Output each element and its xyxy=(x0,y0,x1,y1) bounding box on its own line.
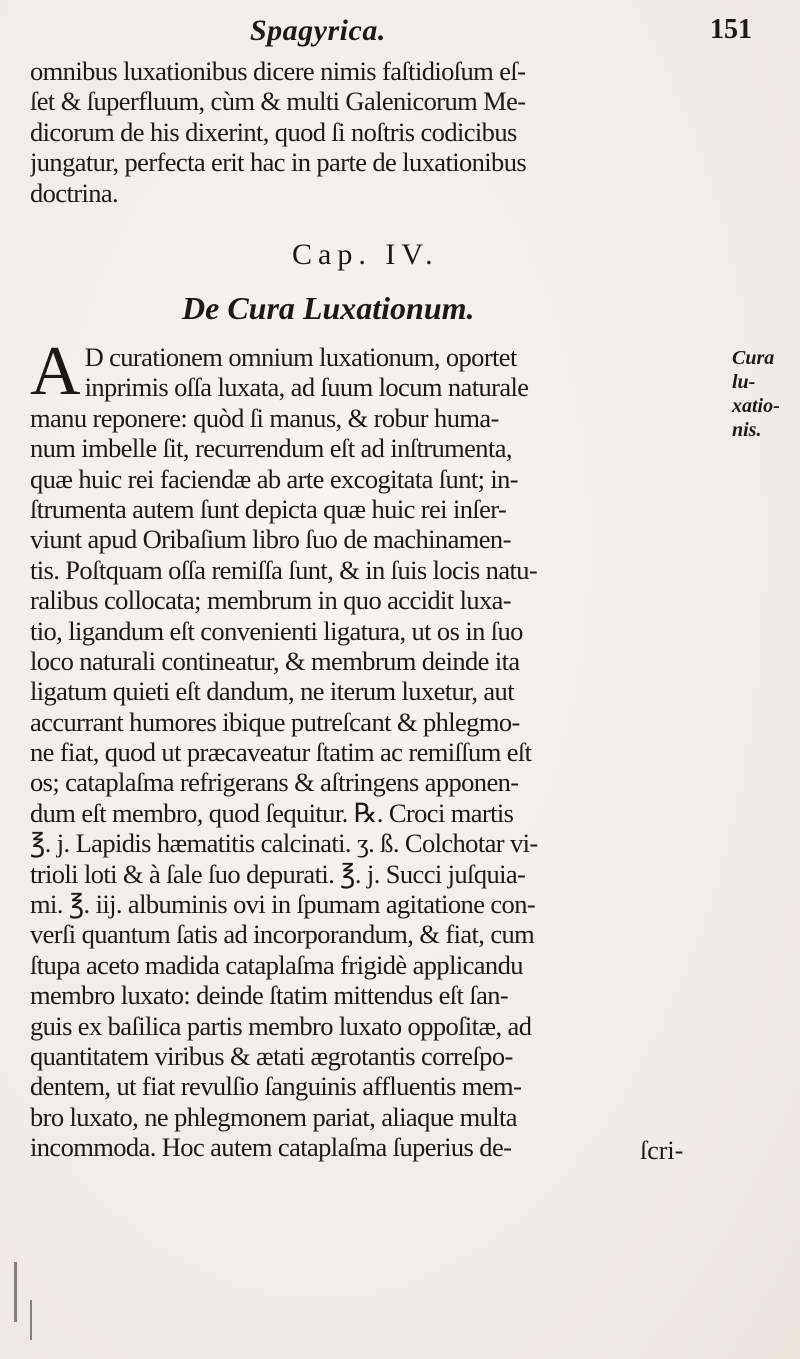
margin-note-line: xatio- xyxy=(732,395,780,417)
text-line: bro luxato, ne phlegmonem pariat, aliaque multa xyxy=(30,1101,517,1132)
scan-artifact xyxy=(14,1262,17,1322)
page-header xyxy=(60,8,760,48)
scan-artifact xyxy=(30,1300,32,1340)
text-line: tio, ligandum eſt convenienti ligatura, ut os in ſuo xyxy=(30,615,523,646)
text-line: ſtupa aceto madida cataplaſma frigidè applicandu xyxy=(30,949,523,980)
text-line: D curationem omnium luxationum, oportet xyxy=(84,342,517,372)
chapter-number: Cap. IV. xyxy=(292,238,439,271)
text-line: ligatum quieti eſt dandum, ne iterum luxetur, aut xyxy=(30,676,514,707)
text-line: ſet & ſuperfluum, cùm & multi Galenicorum Me- xyxy=(30,86,526,117)
text-line: doctrina. xyxy=(30,177,119,208)
page-number: 151 xyxy=(710,14,752,45)
running-head: Spagyrica. xyxy=(250,14,386,47)
text-line: ſtrumenta autem ſunt depicta quæ huic rei inſer- xyxy=(30,493,507,524)
margin-note-line: Cura lu- xyxy=(732,347,775,393)
text-line: membro luxato: deinde ſtatim mittendus eſt ſan- xyxy=(30,980,509,1011)
margin-note-line: nis. xyxy=(732,419,762,441)
text-line: dicorum de his dixerint, quod ſi noſtris codicibus xyxy=(30,116,517,147)
text-line: quantitatem viribus & ætati ægrotantis correſpo- xyxy=(30,1040,513,1071)
text-line: trioli loti & à ſale ſuo depurati. ℥. j. Succi juſquia- xyxy=(30,858,526,889)
text-line: dentem, ut fiat revulſio ſanguinis affluentis mem- xyxy=(30,1071,522,1102)
text-line: ℥. j. Lapidis hæmatitis calcinati. ʒ. ß. Colchotar vi- xyxy=(30,828,538,859)
text-line: quæ huic rei faciendæ ab arte excogitata ſunt; in- xyxy=(30,463,519,494)
text-line: accurrant humores ibique putreſcant & phlegmo- xyxy=(30,706,520,737)
text-line: ralibus collocata; membrum in quo accidit luxa- xyxy=(30,585,512,616)
chapter-title: De Cura Luxationum. xyxy=(182,290,475,326)
text-line: loco naturali contineatur, & membrum deinde ita xyxy=(30,645,520,676)
text-line: mi. ℥. iij. albuminis ovi in ſpumam agitatione con- xyxy=(30,889,536,920)
text-line: ne fiat, quod ut præcaveatur ſtatim ac remiſſum eſt xyxy=(30,737,532,768)
text-line: dum eſt membro, quod ſequitur. ℞. Croci martis xyxy=(30,797,514,828)
text-line: verſi quantum ſatis ad incorporandum, & fiat, cum xyxy=(30,919,535,950)
text-line: guis ex baſilica partis membro luxato oppoſitæ, ad xyxy=(30,1010,532,1041)
main-paragraph xyxy=(30,333,720,1163)
margin-note xyxy=(732,346,800,442)
text-line: omnibus luxationibus dicere nimis faſtidioſum eſ- xyxy=(30,56,526,86)
text-line: viunt apud Oribaſium libro ſuo de machinamen- xyxy=(30,524,511,555)
text-line: manu reponere: quòd ſi manus, & robur huma- xyxy=(30,402,499,433)
text-line: incommoda. Hoc autem cataplaſma ſuperius de- xyxy=(30,1132,512,1163)
text-line: jungatur, perfecta erit hac in parte de luxationibus xyxy=(30,147,527,178)
opening-paragraph xyxy=(30,56,720,208)
text-line: tis. Poſtquam oſſa remiſſa ſunt, & in ſuis locis natu- xyxy=(30,554,538,585)
text-line: num imbelle ſit, recurrendum eſt ad inſtrumenta, xyxy=(30,433,512,464)
text-line: os; cataplaſma refrigerans & aſtringens apponen- xyxy=(30,767,519,798)
drop-cap: A xyxy=(30,333,81,410)
catchword: ſcri- xyxy=(640,1136,684,1165)
text-line: inprimis oſſa luxata, ad ſuum locum naturale xyxy=(84,372,529,403)
